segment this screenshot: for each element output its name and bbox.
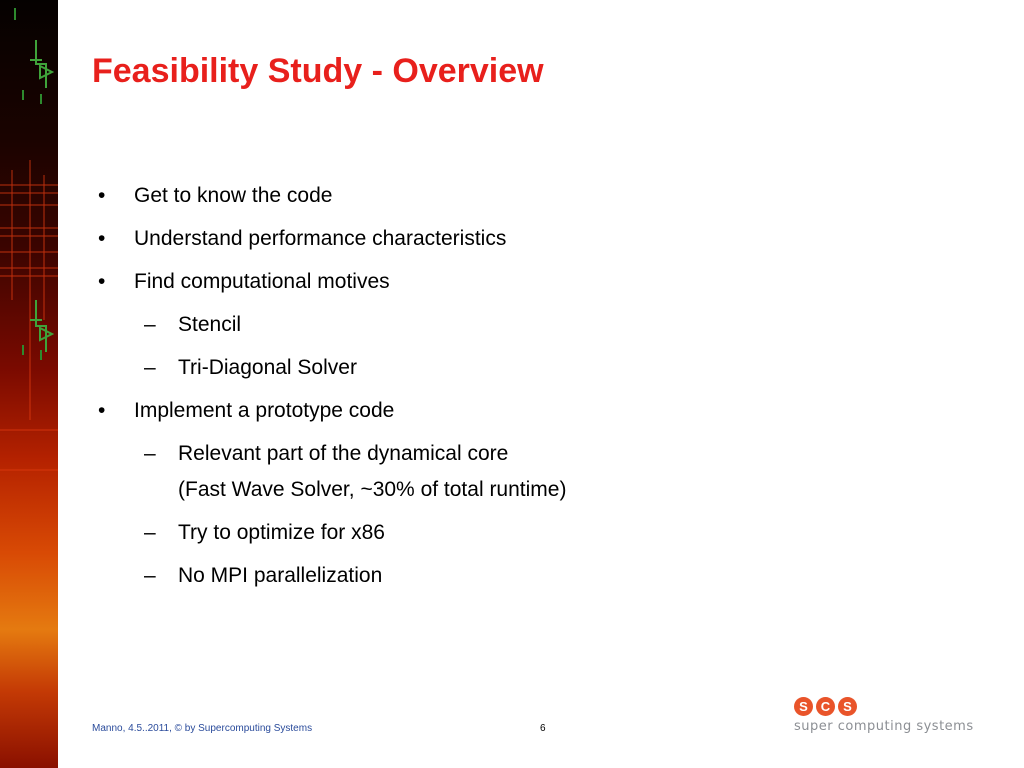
- footer-text: Manno, 4.5..2011, © by Supercomputing Systems: [92, 723, 313, 734]
- sub-bullet-text: Tri-Diagonal Solver: [178, 356, 357, 379]
- decorative-circuit-sidebar: [0, 0, 58, 768]
- sub-bullet-marker: –: [144, 442, 156, 465]
- sub-bullet-text: No MPI parallelization: [178, 564, 383, 587]
- bullet-text: Find computational motives: [134, 270, 390, 293]
- sub-bullet-marker: –: [144, 356, 156, 379]
- sub-bullet-marker: –: [144, 564, 156, 587]
- bullet-item: [98, 398, 718, 424]
- bullet-text: Get to know the code: [134, 184, 333, 207]
- slide-title: Feasibility Study - Overview: [92, 52, 544, 90]
- page-number: 6: [540, 723, 546, 734]
- bullet-marker: •: [98, 227, 106, 250]
- bullet-marker: •: [98, 270, 106, 293]
- sub-bullet-text: Stencil: [178, 313, 242, 336]
- sub-bullet-text: Try to optimize for x86: [178, 521, 385, 544]
- logo-letter-s-2: S: [838, 697, 857, 716]
- sub-bullet-text-continued: (Fast Wave Solver, ~30% of total runtime): [178, 478, 567, 501]
- logo-tagline: super computing systems: [794, 719, 974, 734]
- sub-bullet-item: [98, 520, 718, 546]
- bullet-item: [98, 269, 718, 295]
- bullet-marker: •: [98, 184, 106, 207]
- sub-bullet-marker: –: [144, 313, 156, 336]
- circuit-pattern-graphic: [0, 0, 58, 768]
- sub-bullet-item: [98, 563, 718, 589]
- bullet-list: [98, 183, 718, 606]
- sub-bullet-item: [98, 355, 718, 381]
- sub-bullet-item: [98, 441, 718, 503]
- bullet-item: [98, 226, 718, 252]
- sub-bullet-marker: –: [144, 521, 156, 544]
- bullet-item: [98, 183, 718, 209]
- bullet-marker: •: [98, 399, 106, 422]
- bullet-text: Implement a prototype code: [134, 399, 395, 422]
- sub-bullet-item: [98, 312, 718, 338]
- sub-bullet-text: Relevant part of the dynamical core: [178, 442, 509, 465]
- logo-letter-c: C: [816, 697, 835, 716]
- logo-letter-s: S: [794, 697, 813, 716]
- logo-circles: [794, 697, 857, 716]
- bullet-text: Understand performance characteristics: [134, 227, 507, 250]
- company-logo: [792, 697, 982, 741]
